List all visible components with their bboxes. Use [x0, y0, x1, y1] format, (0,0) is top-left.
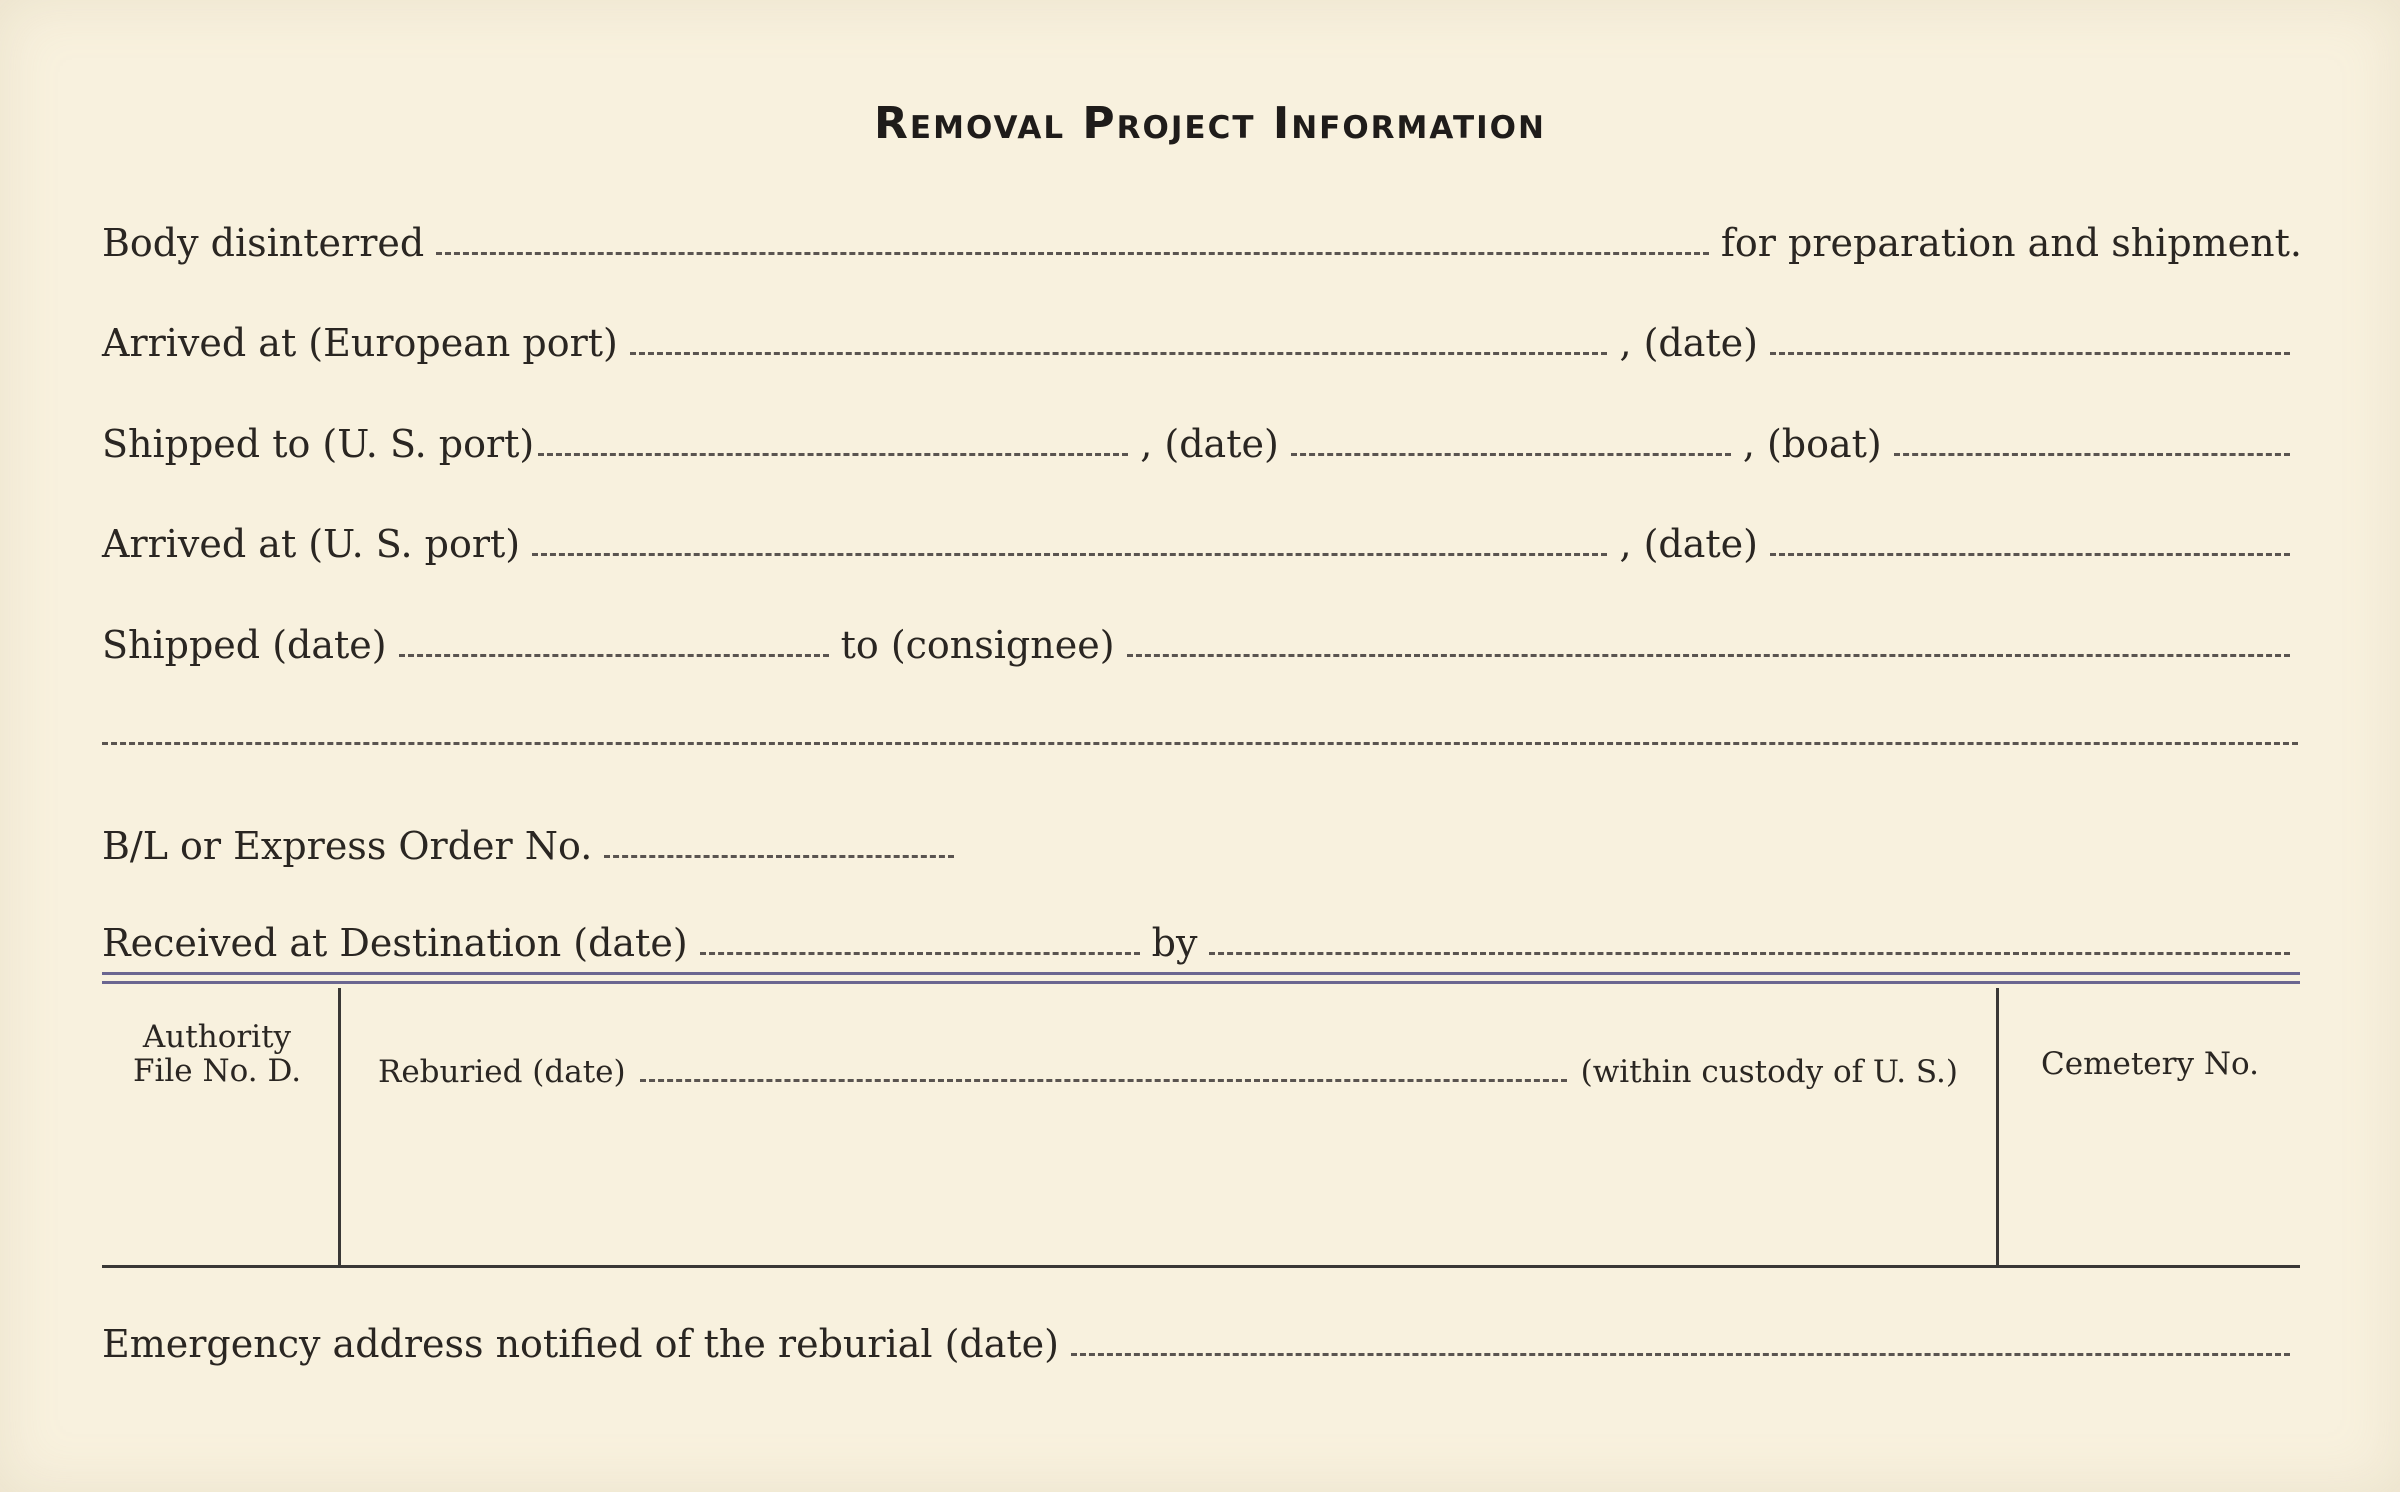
- shipped-us-label: Shipped to (U. S. port): [102, 422, 535, 466]
- bl-order-label: B/L or Express Order No.: [102, 824, 593, 868]
- emergency-label: Emergency address notified of the reburial (date): [102, 1322, 1059, 1366]
- boat-label: , (boat): [1742, 422, 1882, 466]
- cemetery-no-label: Cemetery No.: [2041, 1046, 2259, 1082]
- emergency-row: [102, 1306, 2302, 1366]
- consignee-label: to (consignee): [840, 623, 1115, 667]
- arrived-us-port-field[interactable]: [532, 553, 1607, 556]
- bl-order-field[interactable]: [604, 855, 954, 858]
- body-disinterred-label: Body disinterred: [102, 221, 425, 265]
- shipped-date-row: [102, 607, 2302, 667]
- arrived-us-label: Arrived at (U. S. port): [102, 522, 521, 566]
- page-title: Removal Project Information: [874, 98, 1546, 149]
- received-label: Received at Destination (date): [102, 921, 688, 965]
- table-divider-left: [338, 988, 341, 1266]
- consignee-field[interactable]: [1127, 654, 2290, 657]
- us-port-field[interactable]: [538, 453, 1128, 456]
- received-date-field[interactable]: [700, 952, 1140, 955]
- arrived-european-label: Arrived at (European port): [102, 321, 618, 365]
- received-by-field[interactable]: [1209, 952, 2290, 955]
- arrived-us-date-label: , (date): [1619, 522, 1758, 566]
- consignee-continuation-field[interactable]: [102, 742, 2298, 745]
- reburied-date-field[interactable]: [640, 1079, 1567, 1082]
- authority-label: Authority: [142, 1019, 292, 1055]
- custody-label: (within custody of U. S.): [1580, 1054, 1958, 1090]
- european-port-field[interactable]: [630, 352, 1608, 355]
- shipment-suffix-label: for preparation and shipment.: [1720, 221, 2302, 265]
- emergency-date-field[interactable]: [1071, 1353, 2290, 1356]
- table-bottom-rule: [102, 1265, 2300, 1268]
- arrived-european-date-label: , (date): [1619, 321, 1758, 365]
- reburied-label: Reburied (date): [378, 1054, 626, 1090]
- european-date-field[interactable]: [1770, 352, 2290, 355]
- shipped-us-date-label: , (date): [1140, 422, 1279, 466]
- arrived-us-date-field[interactable]: [1770, 553, 2290, 556]
- reburied-row: [378, 1040, 1958, 1090]
- shipped-date-label: Shipped (date): [102, 623, 387, 667]
- arrived-us-row: [102, 506, 2302, 566]
- table-divider-right: [1996, 988, 1999, 1266]
- consignee-continuation-row: [102, 695, 2302, 755]
- by-label: by: [1151, 921, 1198, 965]
- file-no-label: File No. D.: [132, 1053, 302, 1089]
- boat-field[interactable]: [1894, 453, 2290, 456]
- body-disinterred-row: [102, 205, 2302, 265]
- shipped-us-date-field[interactable]: [1291, 453, 1731, 456]
- shipped-us-row: [102, 406, 2302, 466]
- table-top-rule: [102, 972, 2300, 984]
- arrived-european-row: [102, 305, 2302, 365]
- body-disinterred-field[interactable]: [436, 252, 1709, 255]
- authority-file-header: [112, 1020, 322, 1088]
- received-row: [102, 905, 2302, 965]
- bl-order-row: [102, 808, 2302, 868]
- shipped-date-field[interactable]: [399, 654, 829, 657]
